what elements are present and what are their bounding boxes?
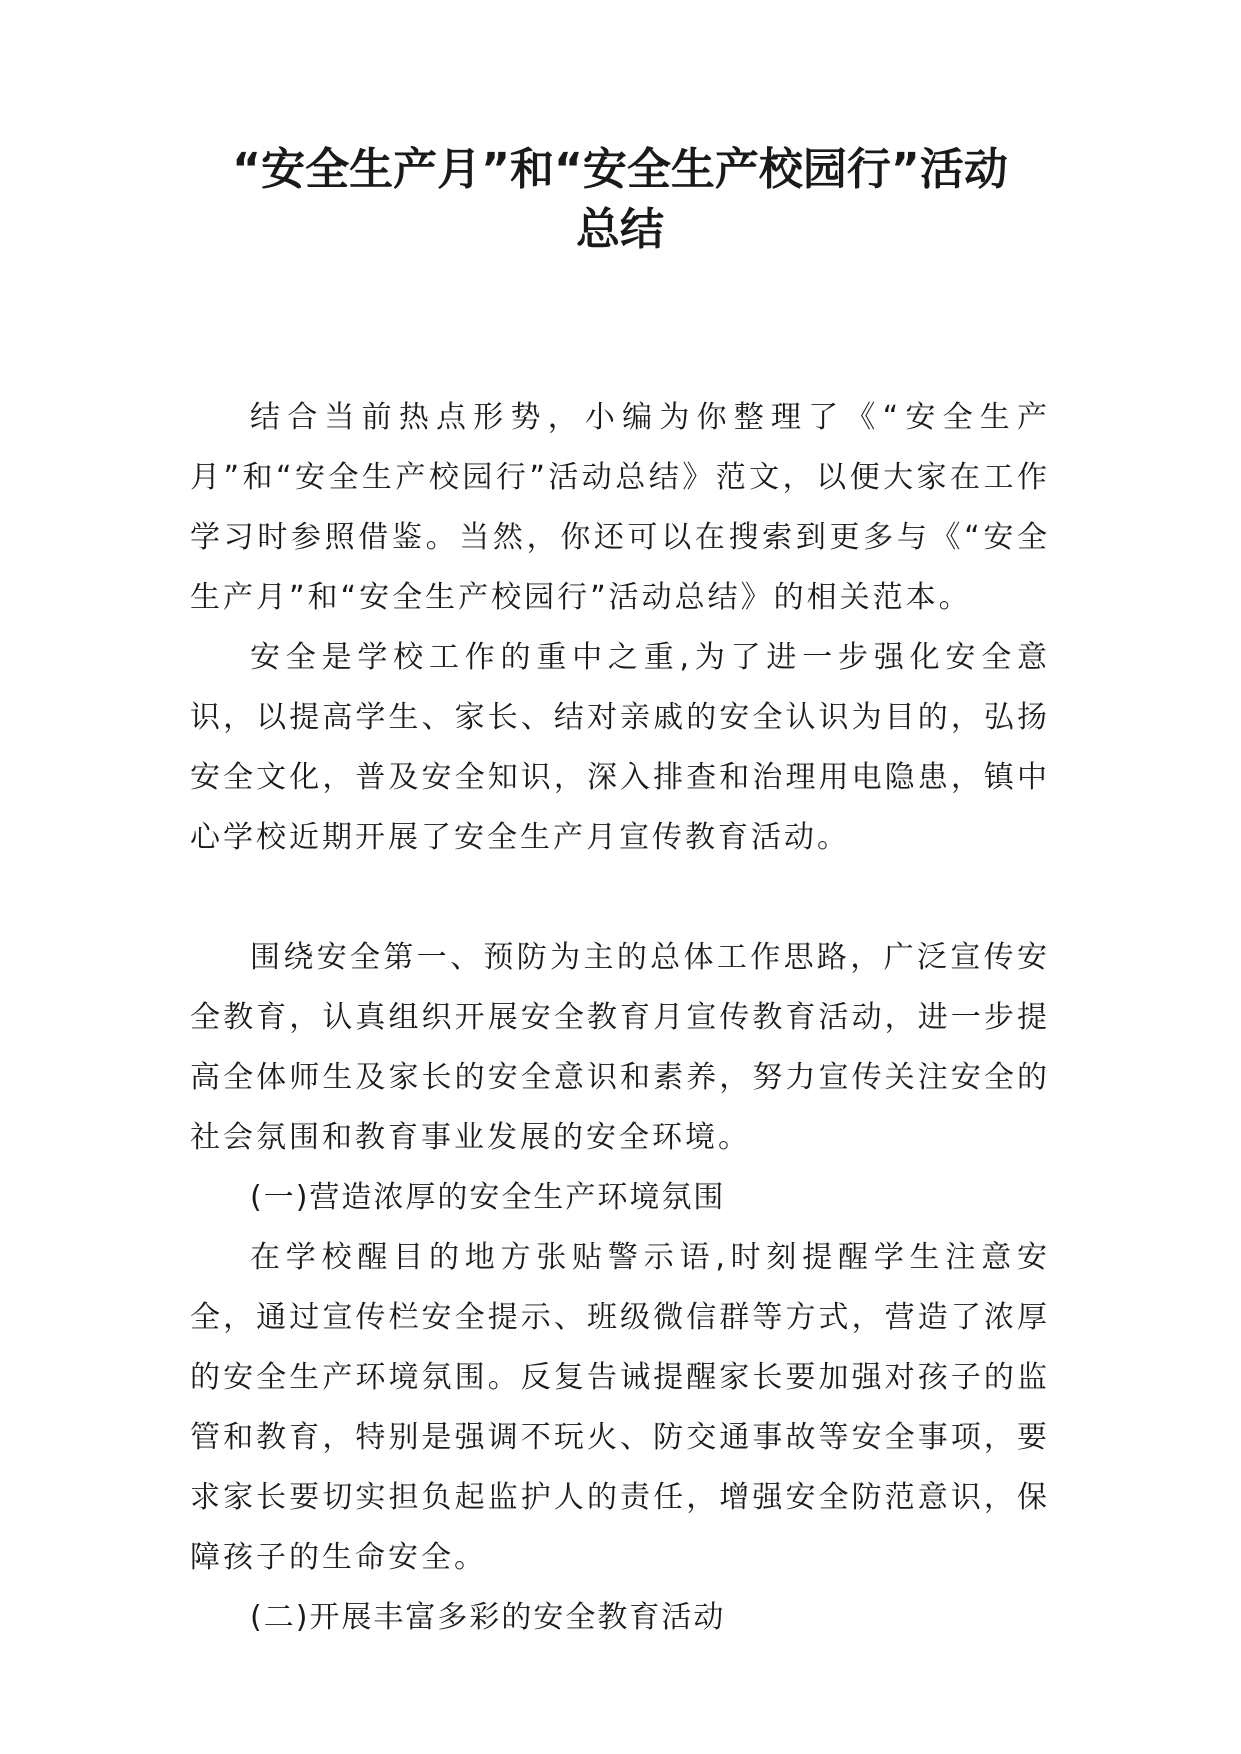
approach-paragraph: 围绕安全第一、预防为主的总体工作思路，广泛宣传安全教育，认真组织开展安全教育月宣传教育活动，进一步提高全体师生及家长的安全意识和素养，努力宣传关注安全的社会氛围和教育事业发展的安全环境。 (190, 940, 1050, 1155)
background-paragraph: 安全是学校工作的重中之重,为了进一步强化安全意识，以提高学生、家长、结对亲戚的安全认识为目的，弘扬安全文化，普及安全知识，深入排查和治理用电隐患，镇中心学校近期开展了安全生产月宣传教育活动。 (190, 640, 1050, 855)
title-line-2: 总结 (576, 204, 664, 255)
section-heading-2: (二)开展丰富多彩的安全教育活动 (250, 1600, 726, 1635)
document-body (190, 388, 1050, 1648)
section-1-paragraph: 在学校醒目的地方张贴警示语,时刻提醒学生注意安全，通过宣传栏安全提示、班级微信群等方式，营造了浓厚的安全生产环境氛围。反复告诫提醒家长要加强对孩子的监管和教育，特别是强调不玩火、防交通事故等安全事项，要求家长要切实担负起监护人的责任，增强安全防范意识，保障孩子的生命安全。 (190, 1240, 1050, 1575)
document-title (190, 140, 1050, 260)
section-heading-1: (一)营造浓厚的安全生产环境氛围 (250, 1180, 726, 1215)
title-line-1: “安全生产月”和“安全生产校园行”活动 (232, 144, 1008, 195)
intro-paragraph: 结合当前热点形势，小编为你整理了《“安全生产月”和“安全生产校园行”活动总结》范文，以便大家在工作学习时参照借鉴。当然，你还可以在搜索到更多与《“安全生产月”和“安全生产校园行”活动总结》的相关范本。 (190, 400, 1050, 615)
document-page (190, 140, 1050, 1648)
